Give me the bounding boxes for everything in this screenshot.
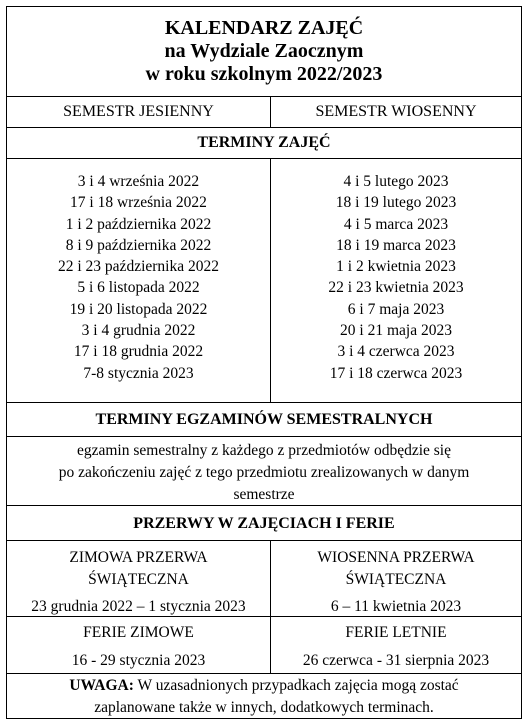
date-item: 1 i 2 kwietnia 2023: [336, 258, 456, 276]
holidays-row: [7, 617, 521, 674]
title-line-3: w roku szkolnym 2022/2023: [145, 63, 383, 85]
holiday-breaks-row: [7, 541, 521, 617]
exams-header: TERMINY EGZAMINÓW SEMESTRALNYCH: [7, 403, 521, 437]
date-item: 18 i 19 lutego 2023: [335, 194, 457, 212]
autumn-dates-column: [7, 159, 271, 402]
spring-dates-column: [271, 159, 521, 402]
note-label: UWAGA:: [69, 677, 134, 694]
spring-semester-header: SEMESTR WIOSENNY: [315, 103, 477, 120]
date-item: 17 i 18 czerwca 2023: [329, 364, 463, 382]
date-item: 19 i 20 listopada 2022: [69, 300, 208, 318]
spring-break-label-1: WIOSENNA PRZERWA: [317, 549, 475, 566]
winter-break-cell: [7, 541, 271, 616]
date-item: 1 i 2 października 2022: [65, 215, 212, 233]
date-item: 3 i 4 grudnia 2022: [81, 322, 196, 340]
title-block: [7, 7, 521, 97]
title-line-2: na Wydziale Zaocznym: [164, 40, 364, 62]
winter-holidays-label: FERIE ZIMOWE: [83, 624, 194, 641]
title-line-1: KALENDARZ ZAJĘĆ: [164, 17, 364, 39]
winter-break-dates: 23 grudnia 2022 – 1 stycznia 2023: [31, 598, 246, 615]
calendar-document: [6, 6, 522, 719]
autumn-dates-list: [7, 171, 270, 384]
exams-text-line-2: po zakończeniu zajęć z tego przedmiotu zrealizowanych w danym: [58, 464, 470, 481]
date-item: 5 i 6 listopada 2022: [77, 279, 200, 297]
exams-text-line-3: semestrze: [233, 486, 295, 503]
date-item: 17 i 18 września 2022: [70, 194, 207, 212]
dates-row: [7, 159, 521, 403]
semester-header-row: [7, 97, 521, 128]
date-item: 22 i 23 kwietnia 2023: [328, 279, 464, 297]
summer-holidays-label: FERIE LETNIE: [345, 624, 447, 641]
date-item: 20 i 21 maja 2023: [340, 322, 452, 340]
autumn-semester-header: SEMESTR JESIENNY: [7, 97, 271, 127]
winter-holidays-cell: [7, 617, 271, 673]
date-item: 4 i 5 lutego 2023: [343, 173, 449, 190]
winter-break-label-2: ŚWIĄTECZNA: [88, 571, 189, 588]
note-line-1: [7, 675, 521, 697]
date-item: 18 i 19 marca 2023: [336, 236, 456, 254]
spring-dates-list: [271, 171, 521, 384]
spring-break-cell: [271, 541, 521, 616]
spring-break-label-2: ŚWIĄTECZNA: [345, 571, 447, 588]
date-item: 7-8 stycznia 2023: [83, 364, 194, 382]
exams-text-line-1: egzamin semestralny z każdego z przedmiotów odbędzie się: [76, 442, 451, 459]
date-item: 22 i 23 października 2022: [58, 258, 219, 276]
date-item: 3 i 4 września 2022: [77, 173, 200, 190]
breaks-header: PRZERWY W ZAJĘCIACH I FERIE: [7, 506, 521, 541]
winter-holidays-dates: 16 - 29 stycznia 2023: [71, 652, 206, 669]
date-item: 4 i 5 marca 2023: [343, 215, 449, 233]
spring-break-dates: 6 – 11 kwietnia 2023: [330, 598, 462, 615]
summer-holidays-cell: [271, 617, 521, 673]
exams-text: [7, 437, 521, 506]
note-text-1: W uzasadnionych przypadkach zajęcia mogą zostać: [133, 677, 459, 694]
date-item: 8 i 9 października 2022: [65, 236, 212, 254]
note-block: [7, 674, 521, 720]
winter-break-label-1: ZIMOWA PRZERWA: [69, 549, 208, 566]
class-dates-header: TERMINY ZAJĘĆ: [7, 128, 521, 159]
date-item: 6 i 7 maja 2023: [347, 300, 445, 318]
summer-holidays-dates: 26 czerwca - 31 sierpnia 2023: [302, 652, 490, 669]
note-line-2: zaplanowane także w innych, dodatkowych terminach.: [94, 699, 434, 716]
date-item: 17 i 18 grudnia 2022: [73, 343, 204, 361]
date-item: 3 i 4 czerwca 2023: [337, 343, 455, 361]
